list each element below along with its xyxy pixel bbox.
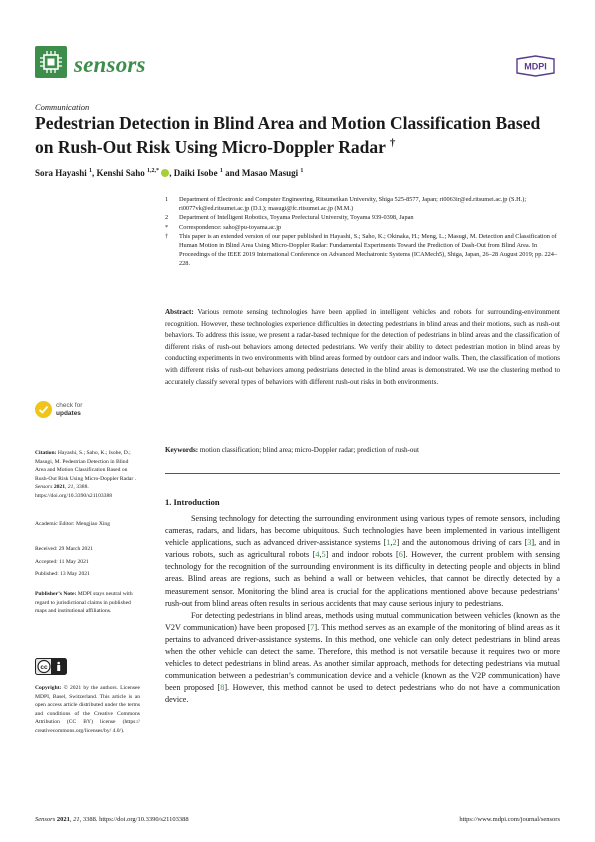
article-type: Communication bbox=[35, 102, 90, 112]
author-affil-sup: 1 bbox=[89, 168, 93, 174]
affiliation-text: Department of Electronic and Computer Engineering, Ritsumeikan University, Shiga 525-8577, Japan; ri0063ir@ed.ritsumei.ac.jp (S.H.); ri0077vk@ed.ritsumei.ac.jp (D.I.); masugi@fc.ritsumei.ac.jp (M.M.) bbox=[179, 196, 527, 213]
affiliation-item bbox=[165, 232, 560, 269]
check-updates-icon[interactable] bbox=[35, 401, 52, 418]
citation-doi[interactable]: , 3388. https://doi.org/10.3390/s21103388 bbox=[35, 484, 113, 499]
paragraph bbox=[165, 513, 560, 610]
section-divider bbox=[165, 473, 560, 474]
author-name[interactable]: Masao Masugi bbox=[241, 168, 299, 178]
publisher-note-label: Publisher’s Note: bbox=[35, 591, 77, 597]
journal-logo-icon bbox=[35, 46, 67, 78]
copyright-text: © 2021 by the authors. Licensee MDPI, Basel, Switzerland. This article is an open access article distributed under the terms and conditions of the Creative Commons Attribution (CC BY) license (https:// creativecommons.org/licenses/by/ 4.0/). bbox=[35, 685, 140, 734]
affiliation-item bbox=[165, 213, 560, 222]
citation-link[interactable]: 5 bbox=[321, 550, 326, 560]
paragraph-text: ]. However, the current problem with sensing technology for the recognition of the surrounding environment is its difficulty in detecting people and objects in blind areas. Blind areas are regions, such as behind a wall or between vehicles, that cannot be directly detected by a measurement sensor. Monitoring the blind area is crucial for the applications mentioned above because pedestrians’ rush-out from blind areas often results in serious accidents that may cause serious injury to pedestrians. bbox=[165, 550, 560, 608]
paragraph bbox=[165, 610, 560, 707]
affiliation-item bbox=[165, 195, 560, 213]
copyright-label: Copyright: bbox=[35, 685, 62, 691]
author-name[interactable]: Daiki Isobe bbox=[173, 168, 218, 178]
keywords-text: motion classification; blind area; micro-Doppler radar; prediction of rush-out bbox=[199, 446, 419, 454]
date-received: Received: 29 March 2021 bbox=[35, 546, 93, 552]
check-updates-button[interactable] bbox=[56, 402, 82, 418]
author-conjunction: and bbox=[225, 168, 240, 178]
author-name[interactable]: Sora Hayashi bbox=[35, 168, 87, 178]
citation-link[interactable]: 4 bbox=[315, 550, 320, 560]
citation-link[interactable]: 8 bbox=[220, 683, 225, 693]
citation-year: 2021 bbox=[53, 484, 65, 491]
citation-link[interactable]: 2 bbox=[392, 538, 397, 548]
abstract bbox=[165, 307, 560, 388]
citation-block: Citation: Hayashi, S.; Saho, K.; Isobe, D.; Masugi, M. Pedestrian Detection in Blind Area and Motion Classification Based on Rush-Out Risk Using Micro-Doppler Radar . Sensors 2021, 21, 3388. https://doi.org/10.3390/s21103388 bbox=[35, 450, 136, 499]
author-list: Sora Hayashi $^1$, Kenshi Saho $^{1,2,*}$ , Daiki Isobe $^1$ and Masao Masugi $^1$ bbox=[35, 168, 304, 178]
title-footnote-mark: † bbox=[389, 136, 396, 149]
article-title-text: Pedestrian Detection in Blind Area and Motion Classification Based on Rush-Out Risk Using Micro-Doppler Radar bbox=[35, 113, 541, 157]
affiliation-mark: * bbox=[165, 223, 169, 231]
paragraph-text: ]. This method serves as an example of the monitoring of blind areas as it pertains to advanced driver-assistance systems. In this method, one vehicle can only detect pedestrians in blind areas when the other vehicle can detect the same. Therefore, this method is not versatile because it requires two or more vehicles to detect pedestrians in blind areas. As another similar approach, methods for detecting pedestrians via mutual communication between a pedestrian’s communication device and a vehicle (known as the V2P communication) have been proposed [ bbox=[165, 622, 560, 693]
date-accepted: Accepted: 11 May 2021 bbox=[35, 559, 89, 565]
citation-link[interactable]: 3 bbox=[527, 538, 532, 548]
mdpi-logo-text: MDPI bbox=[524, 61, 547, 72]
cc-license-icon[interactable] bbox=[35, 658, 67, 675]
paragraph-text: ] and the autonomous driving of cars [ bbox=[396, 538, 528, 548]
paragraph-text: ], and in various robots, such as agricultural robots [ bbox=[165, 538, 560, 560]
academic-editor: Academic Editor: Mengjiao Xing bbox=[35, 521, 111, 527]
copyright-block bbox=[35, 684, 140, 736]
citation-text: Hayashi, S.; Saho, K.; Isobe, D.; Masugi, M. Pedestrian Detection in Blind Area and Motion Classification Based on Rush-Out Risk Using Micro-Doppler Radar . bbox=[35, 450, 136, 482]
footer-journal-url[interactable]: https://www.mdpi.com/journal/sensors bbox=[459, 816, 560, 823]
publisher-note-text: MDPI stays neutral with regard to jurisdictional claims in published maps and institutional affiliations. bbox=[35, 591, 133, 615]
abstract-text: Various remote sensing technologies have been applied in intelligent vehicles and robots for surrounding-environment recognition. However, these technologies experience difficulties in detecting pedestrians in blind areas and their motions, such as rush-out behaviors. To address this issue, we present a radar-based technique for the detection of pedestrians in blind areas and the classification of different risks of rush-out behaviors among detected pedestrians. We verify their ability to detect pedestrian motion in blind areas by conducting experiments in two environments with blind areas formed by outdoor cars and indoor walls. Then, the classification of motions with different risks of rush-out behaviors among pedestrians detected in the blind areas is demonstrated. We use the clustering method to accurately classify several types of behaviors with different rush-out risks in both environments. bbox=[165, 308, 560, 386]
orcid-icon[interactable] bbox=[161, 169, 169, 177]
mdpi-logo bbox=[514, 55, 557, 77]
publisher-note bbox=[35, 590, 140, 616]
citation-label: Citation: bbox=[35, 450, 57, 456]
date-published: Published: 13 May 2021 bbox=[35, 571, 90, 577]
journal-name: sensors bbox=[74, 52, 146, 77]
body-text bbox=[165, 513, 560, 707]
citation-journal: Sensors bbox=[35, 484, 53, 491]
article-title bbox=[35, 114, 560, 157]
paragraph-text: , bbox=[390, 538, 393, 548]
affiliation-item bbox=[165, 223, 560, 232]
footer-doi[interactable]: , 3388. https://doi.org/10.3390/s21103388 bbox=[79, 816, 189, 823]
footer-citation: Sensors 2021, 21, 3388. https://doi.org/10.3390/s21103388 bbox=[35, 816, 189, 823]
affiliation-mark: 1 bbox=[165, 196, 169, 203]
keywords-label: Keywords: bbox=[165, 446, 199, 454]
footer-volume: 21 bbox=[73, 816, 80, 823]
paragraph-text: ] and indoor robots [ bbox=[325, 550, 399, 560]
paragraph-text: For detecting pedestrians in blind areas, methods using mutual communication between vehicles (known as the V2V communication) have been proposed [ bbox=[165, 610, 560, 632]
keywords bbox=[165, 446, 560, 454]
citation-link[interactable]: 1 bbox=[386, 538, 391, 548]
citation-link[interactable]: 6 bbox=[398, 550, 403, 560]
section-heading: 1. Introduction bbox=[165, 497, 220, 507]
citation-link[interactable]: 7 bbox=[310, 622, 315, 632]
check-updates-line1: check for bbox=[56, 402, 83, 409]
affiliations bbox=[165, 195, 560, 269]
cc-icon-text: cc bbox=[40, 664, 48, 671]
affiliation-mark: † bbox=[165, 232, 169, 240]
citation-volume: 21 bbox=[67, 484, 74, 491]
abstract-label: Abstract: bbox=[165, 308, 194, 316]
paragraph-text: Sensing technology for detecting the surrounding environment using various types of remote sensors, including cameras, radars, and lidars, has become ubiquitous. Such technologies have been implemented in various intelligent vehicle applications, such as advanced driver-assistance systems [ bbox=[165, 514, 560, 548]
check-updates-line2: updates bbox=[56, 410, 81, 417]
paragraph-text: ]. However, this method cannot be used to detect pedestrians who do not have a communication device. bbox=[165, 683, 560, 705]
author-affil-sup: 1,2,* bbox=[147, 168, 160, 174]
correspondence-email[interactable]: Correspondence: saho@pu-toyama.ac.jp bbox=[179, 223, 282, 231]
author-name[interactable]: Kenshi Saho bbox=[96, 168, 145, 178]
paragraph-text: , bbox=[319, 550, 322, 560]
author-affil-sup: 1 bbox=[300, 168, 304, 174]
affiliation-text: Department of Intelligent Robotics, Toyama Prefectural University, Toyama 939-0398, Japan bbox=[179, 214, 414, 222]
footer-year: 2021 bbox=[56, 816, 70, 823]
footer-journal: Sensors bbox=[35, 816, 56, 823]
author-affil-sup: 1 bbox=[219, 168, 223, 174]
affiliation-mark: 2 bbox=[165, 214, 169, 222]
extended-version-note: This paper is an extended version of our paper published in Hayashi, S.; Saho, K.; Okinaka, H.; Meng, L.; Masugi, M. Detection and Classification of Human Motion in Blind Area Using Micro-Doppler Radar: Fundamental Experiments Toward the Prediction of Dash-Out from Blind Area. In Proceedings of the IEEE 2019 International Conference on Advanced Mechatronic Systems (ICAMech5), Shiga, Japan, 26–28 August 2019; pp. 224–228. bbox=[179, 232, 558, 268]
